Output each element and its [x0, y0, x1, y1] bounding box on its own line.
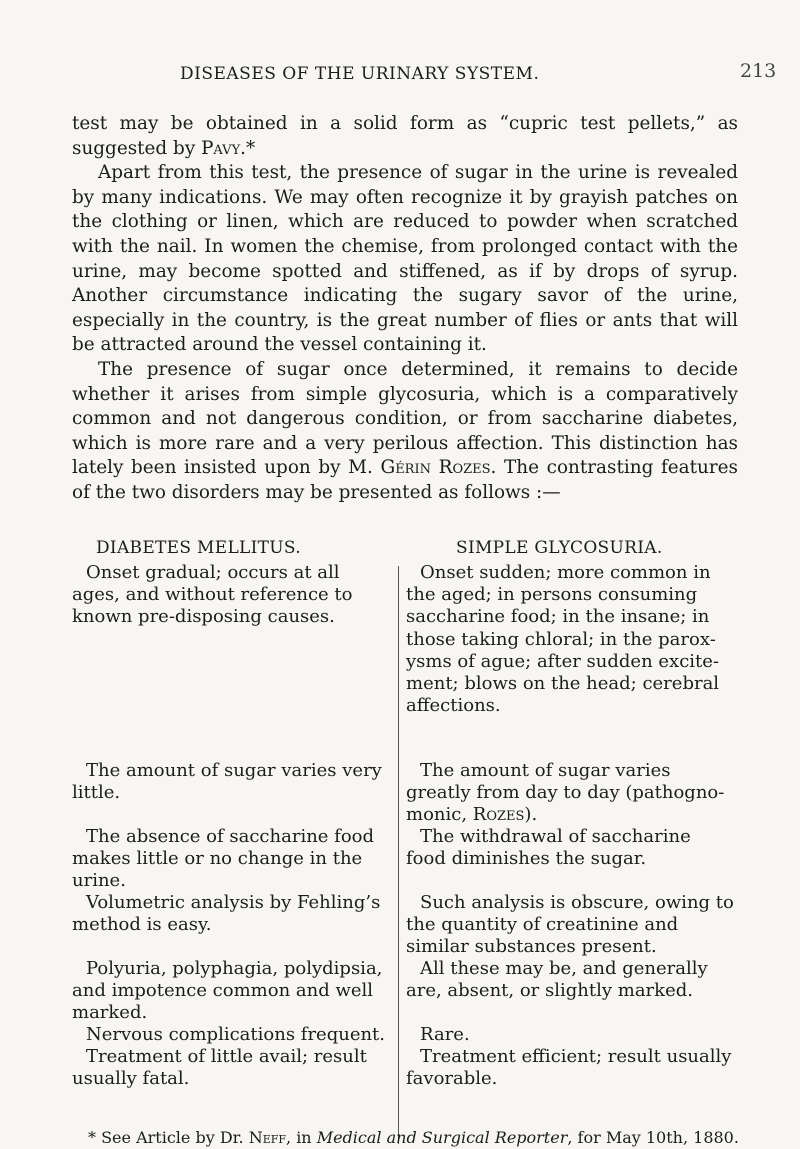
diabetes-volumetric: Volumetric analysis by Fehling’s method is easy.: [72, 892, 381, 936]
diabetes-treatment: Treatment of little avail; result usually fatal.: [72, 1046, 367, 1090]
journal-title: Medical and Surgical Reporter: [316, 1128, 568, 1147]
glycosuria-treatment: Treatment efficient; result usually favorable.: [406, 1046, 732, 1090]
diabetes-polyuria: Polyuria, polyphagia, polydipsia, and impotence common and well marked.: [72, 958, 383, 1024]
footnote: * See Article by Dr. Neff, in Medical and Surgical Reporter, for May 10th, 1880.: [88, 1128, 739, 1147]
paragraph-3: The presence of sugar once determined, it remains to decide whether it arises from simple glycosuria, which is a comparatively common and not dangerous condition, or from saccharine diabetes, which is more rare and a very perilous affection. This distinction has lately been insisted upon by M. Gérin Rozes. The contrasting features of the two disorders may be presented as follows :—: [72, 358, 738, 503]
column-heading-glycosuria: SIMPLE GLYCOSURIA.: [456, 538, 663, 558]
diabetes-nervous: Nervous complications frequent.: [86, 1024, 386, 1045]
paragraph-1: test may be obtained in a solid form as “cupric test pellets,” as suggested by Pavy.*: [72, 113, 738, 159]
author-name: Gérin Rozes: [380, 457, 491, 479]
glycosuria-onset: Onset sudden; more common in the aged; in persons consuming saccharine food; in the insane; in those taking chloral; in the parox-ysms of ague; after sudden excite-ment; blows on the head; cerebral affections.: [406, 562, 720, 717]
author-name: Rozes: [472, 804, 525, 826]
diabetes-onset: Onset gradual; occurs at all ages, and without reference to known pre-disposing causes.: [72, 562, 353, 628]
glycosuria-rare: Rare.: [420, 1024, 470, 1045]
footnote-author: Neff: [248, 1128, 287, 1147]
glycosuria-amount: The amount of sugar varies greatly from day to day (pathogno-monic, Rozes).: [406, 760, 725, 826]
author-name: Pavy: [201, 137, 241, 159]
column-divider: [398, 566, 399, 1144]
column-heading-diabetes: DIABETES MELLITUS.: [96, 538, 301, 558]
glycosuria-analysis: Such analysis is obscure, owing to the quantity of creatinine and similar substances present.: [406, 892, 734, 958]
diabetes-absence: The absence of saccharine food makes little or no change in the urine.: [72, 826, 375, 892]
glycosuria-all-these: All these may be, and generally are, absent, or slightly marked.: [406, 958, 708, 1002]
body-text: [72, 112, 738, 506]
glycosuria-withdrawal: The withdrawal of saccharine food diminishes the sugar.: [406, 826, 691, 870]
diabetes-amount: The amount of sugar varies very little.: [72, 760, 382, 804]
page-number: 213: [740, 60, 777, 82]
running-header: DISEASES OF THE URINARY SYSTEM.: [180, 64, 540, 84]
paragraph-2: Apart from this test, the presence of sugar in the urine is revealed by many indications. We may often recognize it by grayish patches on the clothing or linen, which are reduced to powder when scratched with the nail. In women the chemise, from prolonged contact with the urine, may become spotted and stiffened, as if by drops of syrup. Another circumstance indicating the sugary savor of the urine, especially in the country, is the great number of flies or ants that will be attracted around the vessel containing it.: [72, 162, 738, 356]
